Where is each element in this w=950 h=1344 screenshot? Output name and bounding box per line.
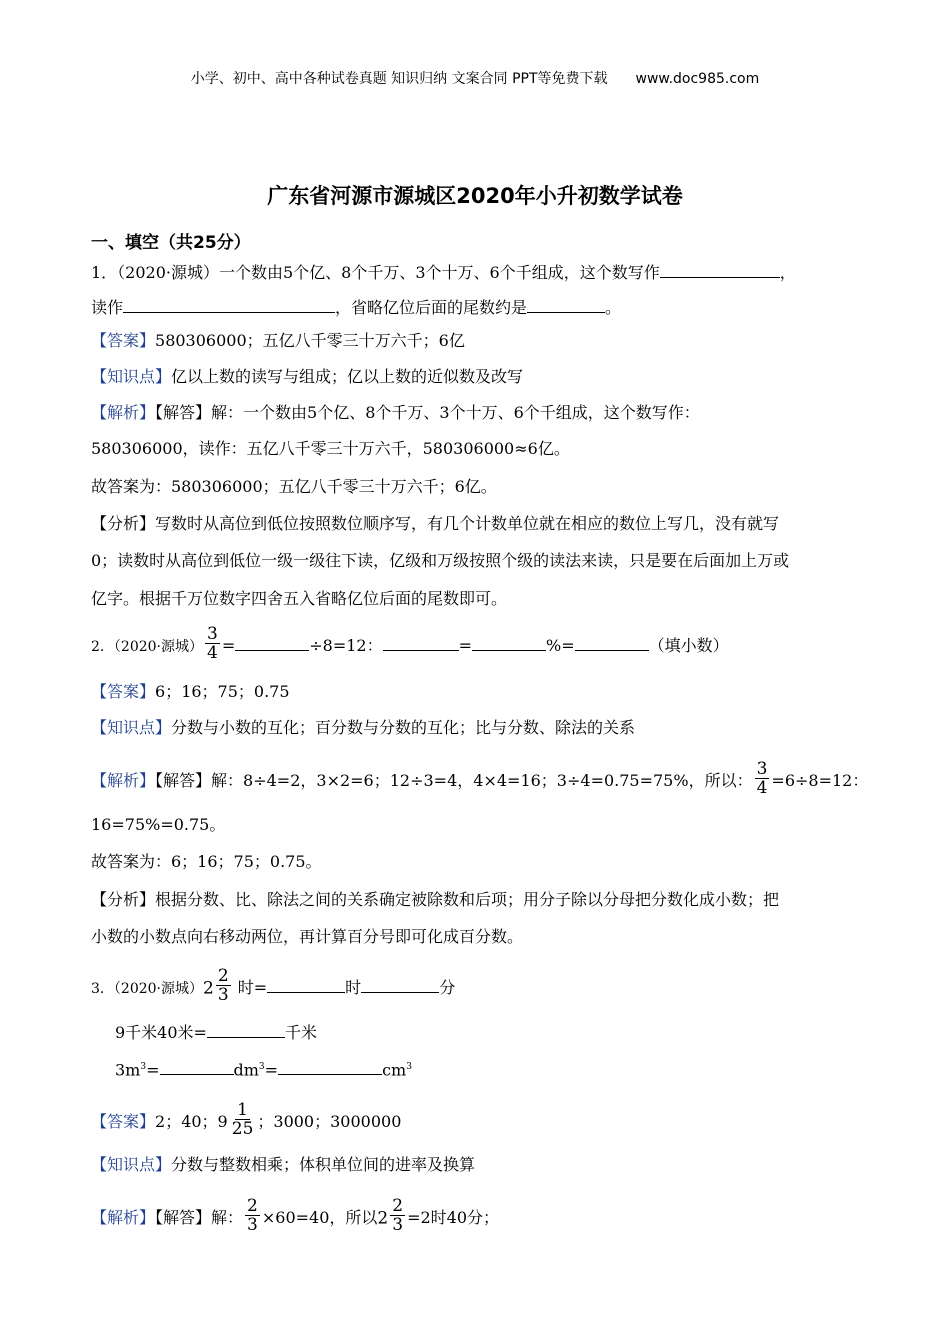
q1-solution-1: 【解析】【解答】解：一个数由5个亿、8个千万、3个十万、6个千组成，这个数写作： bbox=[91, 403, 700, 422]
q2-knowledge: 【知识点】分数与小数的互化；百分数与分数的互化；比与分数、除法的关系 bbox=[91, 718, 636, 737]
q3-fraction: $\frac{2}{3}$ bbox=[217, 966, 229, 1005]
q3-solution-1: 【解析】【解答】解： $\frac{2}{3}$ ×60=40，所以2 $\frac{2}{3}$ =2时40分； bbox=[91, 1196, 500, 1235]
q2-answer: 【答案】6；16；75；0.75 bbox=[91, 682, 290, 701]
header-site[interactable]: www.doc985.com bbox=[635, 71, 760, 87]
q1-knowledge: 【知识点】亿以上数的读写与组成；亿以上数的近似数及改写 bbox=[91, 367, 524, 386]
q1-blank-1[interactable] bbox=[660, 263, 780, 278]
q1-solution-2: 580306000，读作：五亿八千零三十万六千，580306000≈6亿。 bbox=[91, 439, 570, 458]
q3-line1: 3．（2020·源城）2 $\frac{2}{3}$ 时= 时 分 bbox=[91, 966, 456, 1005]
q3-line2: 9千米40米= 千米 bbox=[115, 1023, 317, 1042]
q3-blank-1[interactable] bbox=[267, 978, 345, 993]
q1-fenxi-1: 【分析】写数时从高位到低位按照数位顺序写，有几个计数单位就在相应的数位上写几，没有就写 bbox=[91, 514, 780, 533]
q1-blank-2[interactable] bbox=[123, 298, 335, 313]
q3-solution-mixed-fraction: $\frac{2}{3}$ bbox=[392, 1196, 404, 1235]
q2-line1: 2．（2020·源城） $\frac{3}{4}$ = ÷8=12： = %= （填小数） bbox=[91, 624, 729, 663]
q2-fenxi-2: 小数的小数点向右移动两位，再计算百分号即可化成百分数。 bbox=[91, 927, 524, 946]
q3-solution-fraction: $\frac{2}{3}$ bbox=[247, 1196, 258, 1235]
q1-line1: 1．（2020·源城）一个数由5个亿、8个千万、3个十万、6个千组成，这个数写作 ， bbox=[91, 263, 796, 282]
q2-blank-3[interactable] bbox=[472, 636, 546, 651]
page-title: 广东省河源市源城区2020年小升初数学试卷 bbox=[267, 184, 683, 208]
q3-line3: $3m^3= dm^3= cm^3$ bbox=[115, 1060, 412, 1080]
q2-solution-fraction: $\frac{3}{4}$ bbox=[756, 759, 768, 798]
q3-blank-2[interactable] bbox=[361, 978, 439, 993]
page-header bbox=[0, 68, 950, 88]
q1-line2: 读作 ，省略亿位后面的尾数约是 。 bbox=[91, 298, 622, 317]
q2-fraction: $\frac{3}{4}$ bbox=[207, 624, 218, 663]
q2-blank-4[interactable] bbox=[575, 636, 649, 651]
q3-knowledge: 【知识点】分数与整数相乘；体积单位间的进率及换算 bbox=[91, 1155, 476, 1174]
q3-blank-4[interactable] bbox=[160, 1060, 234, 1075]
q1-solution-3: 故答案为：580306000；五亿八千零三十万六千；6亿。 bbox=[91, 477, 497, 496]
header-text: 小学、初中、高中各种试卷真题 知识归纳 文案合同 PPT等免费下载 bbox=[190, 71, 608, 87]
q1-blank-3[interactable] bbox=[527, 298, 605, 313]
q1-answer: 【答案】580306000；五亿八千零三十万六千；6亿 bbox=[91, 331, 465, 350]
q1-fenxi-3: 亿字。根据千万位数字四舍五入省略亿位后面的尾数即可。 bbox=[91, 589, 508, 608]
section-heading: 一、填空（共25分） bbox=[91, 233, 251, 253]
q3-blank-5[interactable] bbox=[278, 1060, 382, 1075]
q2-solution-2: 16=75%=0.75。 bbox=[91, 815, 226, 834]
q3-blank-3[interactable] bbox=[207, 1023, 285, 1038]
q3-answer: 【答案】2；40；9 $\frac{1}{25}$ ；3000；3000000 bbox=[91, 1100, 402, 1139]
q2-solution-1: 【解析】【解答】解：8÷4=2，3×2=6；12÷3=4，4×4=16；3÷4=0.75=75%，所以： $\frac{3}{4}$ =6÷8=12： bbox=[91, 759, 869, 798]
q3-answer-fraction: $\frac{1}{25}$ bbox=[231, 1100, 254, 1139]
q2-blank-1[interactable] bbox=[235, 636, 309, 651]
q1-fenxi-2: 0；读数时从高位到低位一级一级往下读，亿级和万级按照个级的读法来读，只是要在后面加上万或 bbox=[91, 551, 790, 570]
q2-fenxi-1: 【分析】根据分数、比、除法之间的关系确定被除数和后项；用分子除以分母把分数化成小数；把 bbox=[91, 890, 780, 909]
q2-solution-3: 故答案为：6；16；75；0.75。 bbox=[91, 852, 322, 871]
q2-blank-2[interactable] bbox=[383, 636, 459, 651]
